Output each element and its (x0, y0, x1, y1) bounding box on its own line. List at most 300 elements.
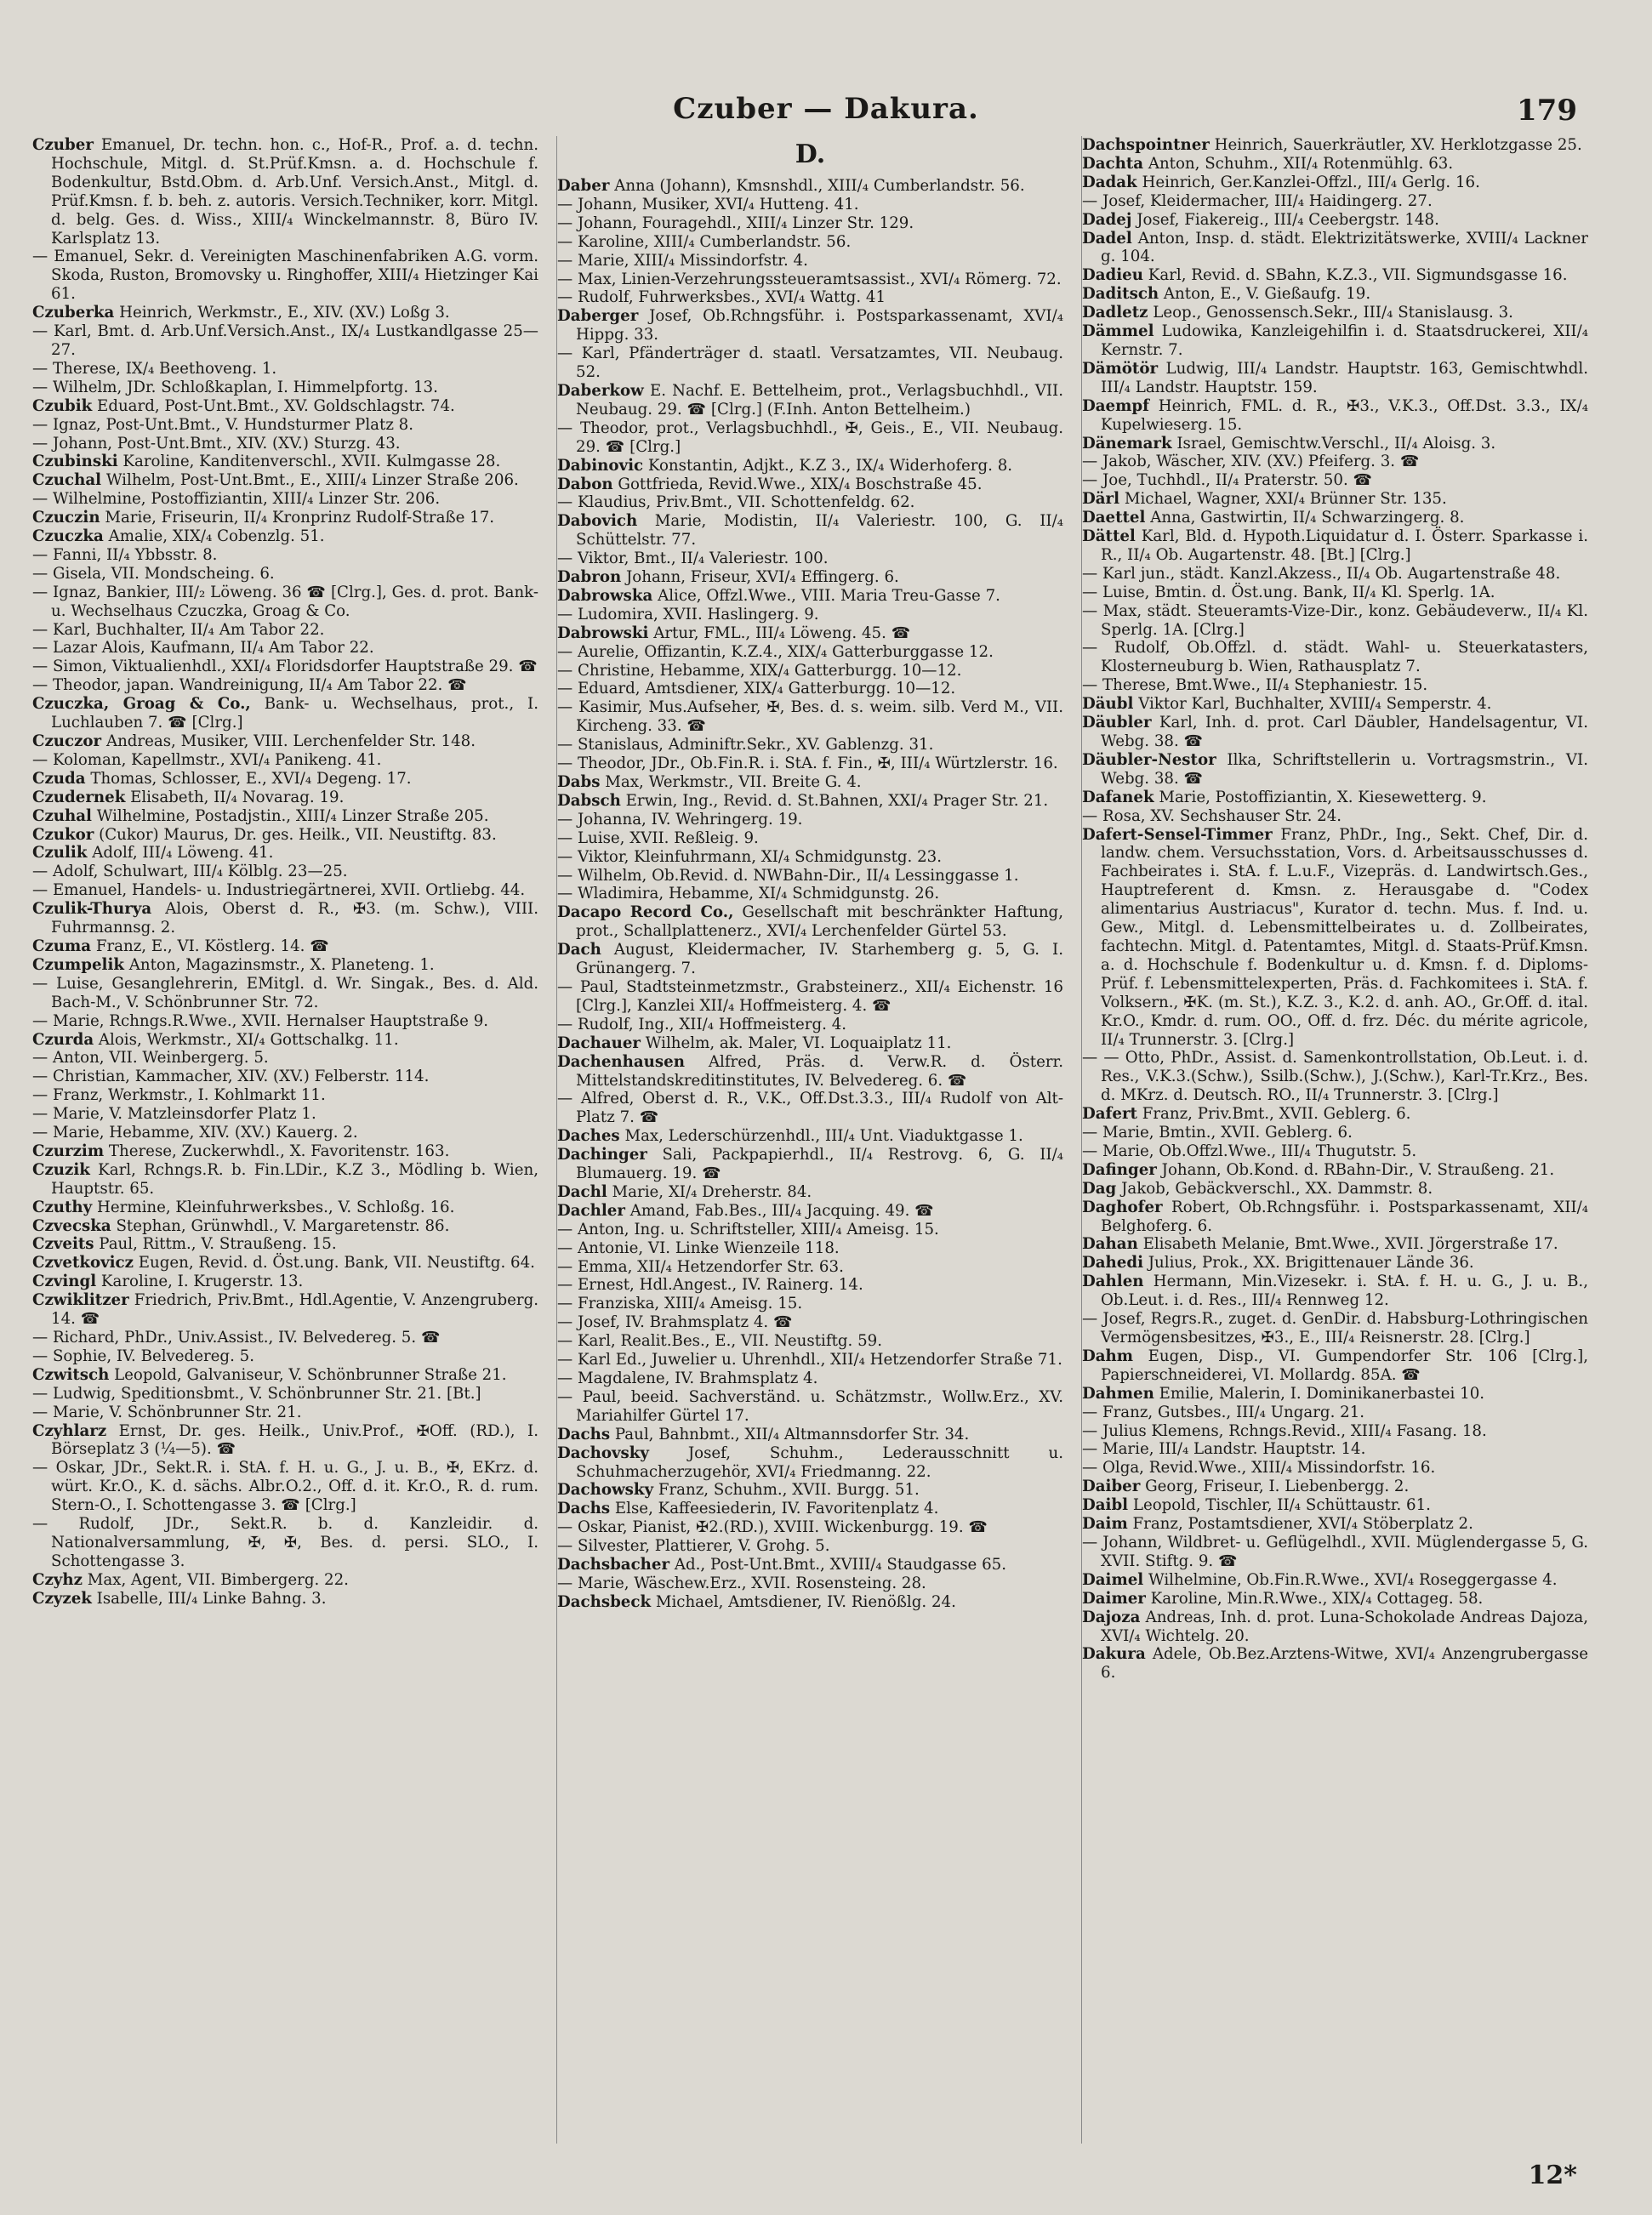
directory-entry (1082, 1404, 1588, 1422)
entry-surname: Dabs (557, 773, 601, 791)
entry-details: Jakob, Gebäckverschl., XX. Dammstr. 8. (1116, 1179, 1433, 1198)
entry-surname: Czulik-Thurya (32, 900, 152, 919)
entry-surname: Dadletz (1082, 304, 1148, 322)
entry-surname: Dachler (557, 1201, 625, 1220)
directory-entry (557, 1034, 1063, 1053)
entry-details: Wilhelm, ak. Maler, VI. Loquaiplatz 11. (641, 1033, 952, 1052)
directory-entry (557, 457, 1063, 475)
directory-entry (32, 1161, 538, 1199)
entry-surname: Daibl (1082, 1496, 1129, 1515)
directory-entry (557, 214, 1063, 233)
directory-entry (557, 606, 1063, 624)
directory-entry (32, 1105, 538, 1124)
entry-surname: Dahedi (1082, 1254, 1143, 1273)
entry-surname: Czuczin (32, 509, 100, 527)
entry-details: — Christine, Hebamme, XIX/₄ Gatterburgg. 10—12. (557, 661, 962, 680)
entry-details: Franz, Postamtsdiener, XVI/₄ Stöberplatz 2. (1127, 1515, 1473, 1534)
entry-surname: Dafanek (1082, 788, 1154, 806)
entry-details: — Klaudius, Priv.Bmt., VII. Schottenfeldg. 62. (557, 493, 915, 512)
entry-surname: Czvetkovicz (32, 1254, 134, 1273)
directory-entry (557, 662, 1063, 680)
entry-details: — Therese, Bmt.Wwe., II/₄ Stephaniestr. 15. (1082, 676, 1428, 695)
entry-details: Paul, Rittm., V. Straußeng. 15. (94, 1235, 337, 1254)
entry-surname: Czurzim (32, 1142, 105, 1160)
directory-entry (1082, 509, 1588, 527)
directory-entry (32, 136, 538, 248)
directory-entry (32, 807, 538, 826)
directory-entry (557, 233, 1063, 252)
entry-details: Franz, PhDr., Ing., Sekt. Chef, Dir. d. landw. chem. Versuchsstation, Vors. d. Arbeitsausschusses d. Fachbeirates i. StA. f. L.u.F., Vizepräs. d. Landwirtsch.Ges., Hauptreferent d. Kmsn. z. Herausgabe d. "Codex alimentarius Austriacus", Kurator d. techn. Mus. f. Ind. u. Gew., Mitgl. d. Lebensmittelbeirates u. d. Zollbeirates, fachtechn. Mitgl. d. Patentamtes, Mitgl. d. Staats-Prüf.Kmsn. a. d. Hochschule f. Bodenkultur u. d. Kmsn. f. d. Diploms-Prüf. f. Lebensmittelexperten, Präs. d. Fachkomitees i. StA. f. Volksern., ✠K. (m. St.), K.Z. 3., K.2. d. anh. AO., Gr.Off. d. ital. Kr.O., Kmdr. d. rum. OO., Off. d. frz. Déc. du mérite agricole, II/₄ Trunnerstr. 3. [Clrg.] (1101, 825, 1588, 1049)
entry-details: — Franziska, XIII/₄ Ameisg. 15. (557, 1295, 803, 1313)
entry-surname: Czubik (32, 396, 93, 415)
directory-entry (557, 270, 1063, 289)
directory-entry (32, 1068, 538, 1086)
entry-details: — Johann, Fouragehdl., XIII/₄ Linzer Str. 129. (557, 214, 914, 232)
directory-entry (32, 1347, 538, 1366)
entry-details: Sali, Packpapierhdl., II/₄ Restrovg. 6, G. II/₄ Blumauerg. 19. ☎ (576, 1146, 1063, 1183)
entry-surname: Dabinovic (557, 456, 644, 475)
entry-details: — Rudolf, Fuhrwerksbes., XVI/₄ Wattg. 41 (557, 288, 886, 307)
directory-entry (1082, 471, 1588, 490)
directory-entry (32, 416, 538, 435)
directory-entry (32, 1422, 538, 1460)
directory-entry (32, 1031, 538, 1050)
directory-entry (557, 344, 1063, 382)
entry-surname: Dadej (1082, 210, 1132, 229)
entry-details: — Ludwig, Speditionsbmt., V. Schönbrunner Str. 21. [Bt.] (32, 1384, 481, 1403)
entry-surname: Dadel (1082, 229, 1132, 248)
entry-details: Karoline, I. Krugerstr. 13. (96, 1273, 304, 1291)
entry-details: — Karl jun., städt. Kanzl.Akzess., II/₄ Ob. Augartenstraße 48. (1082, 564, 1561, 583)
page-number: 179 (1517, 94, 1577, 128)
column-divider (1081, 136, 1082, 2144)
directory-entry (557, 773, 1063, 792)
directory-entry (32, 826, 538, 845)
directory-entry (1082, 1478, 1588, 1496)
directory-entry (1082, 1459, 1588, 1478)
entry-details: Leopold, Tischler, II/₄ Schüttaustr. 61. (1128, 1496, 1431, 1515)
entry-details: — Adolf, Schulwart, III/₄ Kölblg. 23—25. (32, 863, 348, 881)
entry-surname: Daditsch (1082, 285, 1159, 304)
entry-details: Karl, Rchngs.R. b. Fin.LDir., K.Z 3., Mödling b. Wien, Hauptstr. 65. (51, 1160, 538, 1198)
directory-entry (32, 1086, 538, 1105)
entry-surname: Czuczka, Groag & Co., (32, 695, 251, 714)
entry-surname: Dahan (1082, 1235, 1138, 1254)
directory-entry (557, 1239, 1063, 1258)
entry-details: Therese, Zuckerwhdl., X. Favoritenstr. 163. (104, 1142, 450, 1160)
entry-surname: Czubinski (32, 453, 118, 471)
entry-details: — Marie, Ob.Offzl.Wwe., III/₄ Thugutstr. 5. (1082, 1142, 1417, 1160)
entry-details: — Luise, Bmtin. d. Öst.ung. Bank, II/₄ Kl. Sperlg. 1A. (1082, 583, 1495, 601)
entry-details: — Emanuel, Handels- u. Industriegärtnerei, XVII. Ortliebg. 44. (32, 881, 526, 900)
directory-entry (557, 493, 1063, 512)
directory-entry (32, 1142, 538, 1161)
entry-details: — Marie, Bmtin., XVII. Geblerg. 6. (1082, 1124, 1353, 1142)
entry-details: — Oskar, Pianist, ✠2.(RD.), XVIII. Wickenburgg. 19. ☎ (557, 1518, 988, 1537)
directory-entry (557, 792, 1063, 811)
entry-surname: Däubler (1082, 714, 1152, 732)
entry-details: Heinrich, FML. d. R., ✠3., V.K.3., Off.Dst. 3.3., IX/₄ Kupelwieserg. 15. (1101, 396, 1588, 434)
entry-details: — Franz, Gutsbes., III/₄ Ungarg. 21. (1082, 1403, 1365, 1421)
entry-details: Ludowika, Kanzleigehilfin i. d. Staatsdruckerei, XII/₄ Kernstr. 7. (1101, 322, 1588, 359)
directory-entry (557, 1556, 1063, 1574)
entry-surname: Däubler-Nestor (1082, 750, 1216, 769)
entry-details: Alois, Oberst d. R., ✠3. (m. Schw.), VIII. Fuhrmannsg. 2. (51, 900, 538, 937)
signature-mark: 12* (1528, 2161, 1577, 2190)
entry-surname: Czuhal (32, 806, 92, 825)
directory-entry (32, 397, 538, 416)
directory-entry (32, 1235, 538, 1254)
entry-details: Heinrich, Ger.Kanzlei-Offzl., III/₄ Gerlg. 16. (1136, 173, 1480, 191)
entry-surname: Dadieu (1082, 266, 1143, 285)
directory-entry (32, 1273, 538, 1291)
entry-details: — Wilhelmine, Postoffiziantin, XIII/₄ Linzer Str. 206. (32, 490, 441, 509)
directory-entry (1082, 1105, 1588, 1124)
entry-surname: Dämötör (1082, 359, 1159, 378)
directory-entry (557, 252, 1063, 270)
entry-details: Anton, Insp. d. städt. Elektrizitätswerke, XVIII/₄ Lackner g. 104. (1101, 229, 1588, 266)
directory-entry (557, 549, 1063, 568)
entry-details: — Alfred, Oberst d. R., V.K., Off.Dst.3.3., III/₄ Rudolf von Alt-Platz 7. ☎ (557, 1090, 1063, 1127)
entry-details: Emilie, Malerin, I. Dominikanerbastei 10. (1154, 1384, 1485, 1403)
directory-entry (32, 471, 538, 490)
directory-entry (557, 1388, 1063, 1426)
entry-details: — Julius Klemens, Rchngs.Revid., XIII/₄ Fasang. 18. (1082, 1421, 1487, 1440)
entry-details: — Johann, Post-Unt.Bmt., XIV. (XV.) Sturzg. 43. (32, 434, 401, 453)
directory-entry (32, 844, 538, 863)
column-3 (1082, 136, 1588, 2152)
entry-surname: Czudernek (32, 788, 126, 806)
directory-entry (32, 695, 538, 732)
directory-entry (32, 770, 538, 789)
entry-surname: Czyhlarz (32, 1421, 107, 1440)
directory-entry (32, 546, 538, 565)
directory-entry (557, 680, 1063, 698)
entry-surname: Czveits (32, 1235, 94, 1254)
entry-details: Israel, Gemischtw.Verschl., II/₄ Aloisg. 3. (1171, 434, 1496, 453)
entry-surname: Dachowsky (557, 1481, 654, 1500)
entry-surname: Dabron (557, 568, 622, 587)
entry-surname: Dänemark (1082, 434, 1172, 453)
entry-details: Wilhelmine, Ob.Fin.R.Wwe., XVI/₄ Roseggergasse 4. (1143, 1570, 1558, 1589)
directory-entry (557, 1481, 1063, 1500)
entry-surname: Czuthy (32, 1198, 93, 1216)
directory-entry (557, 978, 1063, 1016)
directory-entry (32, 1124, 538, 1142)
entry-details: — Wilhelm, JDr. Schloßkaplan, I. Himmelpfortg. 13. (32, 378, 438, 396)
entry-details: — Oskar, JDr., Sekt.R. i. StA. f. H. u. G., J. u. B., ✠, EKrz. d. würt. Kr.O., K. d. sächs. Albr.O.2., Off. d. it. Kr.O., R. d. rum. Stern-O., I. Schottengasse 3. ☎ [Clrg.] (32, 1459, 538, 1515)
entry-details: Alois, Werkmstr., XI/₄ Gottschalkg. 11. (94, 1030, 399, 1049)
directory-entry (557, 1444, 1063, 1482)
directory-entry (1082, 1534, 1588, 1571)
directory-entry (1082, 174, 1588, 192)
directory-entry (557, 177, 1063, 196)
entry-surname: Dachsbeck (557, 1592, 652, 1611)
directory-entry (1082, 1385, 1588, 1404)
directory-entry (32, 379, 538, 397)
entry-surname: Czvecska (32, 1216, 111, 1235)
entry-details: Franz, Schuhm., XVII. Burgg. 51. (653, 1481, 920, 1500)
directory-entry (1082, 1180, 1588, 1199)
entry-details: Erwin, Ing., Revid. d. St.Bahnen, XXI/₄ Prager Str. 21. (620, 791, 1049, 810)
directory-entry (1082, 826, 1588, 1050)
entry-details: Leopold, Galvaniseur, V. Schönbrunner Straße 21. (109, 1365, 507, 1384)
directory-entry (32, 248, 538, 304)
directory-entry (557, 624, 1063, 643)
entry-details: Marie, Postoffiziantin, X. Kiesewetterg. 9. (1154, 788, 1487, 806)
entry-details: — Richard, PhDr., Univ.Assist., IV. Belvedereg. 5. ☎ (32, 1329, 441, 1347)
directory-entry (557, 1090, 1063, 1127)
entry-details: Amalie, XIX/₄ Cobenzlg. 51. (103, 527, 325, 546)
directory-entry (32, 1291, 538, 1329)
entry-details: Marie, Friseurin, II/₄ Kronprinz Rudolf-Straße 17. (100, 509, 495, 527)
directory-entry (1082, 1124, 1588, 1142)
entry-details: Julius, Prok., XX. Brigittenauer Lände 36. (1142, 1254, 1474, 1273)
entry-details: (Cukor) Maurus, Dr. ges. Heilk., VII. Neustiftg. 83. (94, 825, 497, 844)
entry-surname: Dachs (557, 1425, 611, 1443)
directory-entry (32, 1385, 538, 1404)
directory-entry (1082, 192, 1588, 211)
entry-surname: Daberger (557, 307, 639, 326)
entry-surname: Daches (557, 1127, 620, 1146)
entry-details: Josef, Schuhm., Lederausschnitt u. Schuhmacherzugehör, XVI/₄ Friedmanng. 22. (576, 1443, 1063, 1481)
directory-entry (32, 453, 538, 471)
directory-entry (557, 1183, 1063, 1202)
entry-details: Leop., Genossensch.Sekr., III/₄ Stanislausg. 3. (1148, 304, 1513, 322)
entry-details: — Rudolf, JDr., Sekt.R. b. d. Kanzleidir. d. Nationalversammlung, ✠, ✠, Bes. d. persi. SLO., I. Schottengasse 3. (32, 1515, 538, 1570)
entry-details: Josef, Ob.Rchngsführ. i. Postsparkassenamt, XVI/₄ Hippg. 33. (576, 307, 1063, 344)
entry-details: Johann, Ob.Kond. d. RBahn-Dir., V. Straußeng. 21. (1156, 1160, 1555, 1179)
directory-entry (1082, 602, 1588, 640)
entry-details: — Josef, Regrs.R., zuget. d. GenDir. d. Habsburg-Lothringischen Vermögensbesitzes, ✠3., E., III/₄ Reisnerstr. 28. [Clrg.] (1082, 1310, 1588, 1347)
entry-details: — Anton, Ing. u. Schriftsteller, XIII/₄ Ameisg. 15. (557, 1220, 939, 1238)
entry-details: Hermann, Min.Vizesekr. i. StA. f. H. u. G., J. u. B., Ob.Leut. i. d. Res., III/₄ Rennweg 12. (1101, 1273, 1588, 1310)
entry-details: Hermine, Kleinfuhrwerksbes., V. Schloßg. 16. (92, 1198, 455, 1216)
entry-surname: Dajoza (1082, 1608, 1141, 1626)
directory-entry (32, 435, 538, 453)
directory-entry (1082, 807, 1588, 826)
directory-entry (557, 587, 1063, 606)
directory-entry (32, 658, 538, 676)
entry-surname: Czuda (32, 769, 86, 788)
entry-surname: Dättel (1082, 527, 1136, 546)
directory-entry (557, 1146, 1063, 1183)
directory-entry (1082, 1199, 1588, 1236)
entry-surname: Dafert-Sensel-Timmer (1082, 825, 1273, 844)
entry-details: — Josef, IV. Brahmsplatz 4. ☎ (557, 1313, 793, 1332)
entry-details: — Ignaz, Post-Unt.Bmt., V. Hundsturmer Platz 8. (32, 415, 414, 434)
directory-entry (557, 1537, 1063, 1556)
entry-details: Karl, Inh. d. prot. Carl Däubler, Handelsagentur, VI. Webg. 38. ☎ (1101, 714, 1588, 750)
entry-surname: Dabrowski (557, 624, 649, 642)
directory-entry (557, 829, 1063, 848)
directory-entry (32, 322, 538, 360)
directory-entry (1082, 285, 1588, 304)
entry-surname: Dachsbacher (557, 1556, 670, 1574)
entry-surname: Dachta (1082, 154, 1144, 173)
directory-entry (557, 1369, 1063, 1388)
entry-details: — Franz, Werkmstr., I. Kohlmarkt 11. (32, 1086, 326, 1105)
directory-entry (1082, 1235, 1588, 1254)
entry-details: — Marie, III/₄ Landstr. Hauptstr. 14. (1082, 1440, 1366, 1459)
entry-details: Anton, Schuhm., XII/₄ Rotenmühlg. 63. (1143, 154, 1454, 173)
entry-details: Thomas, Schlosser, E., XVI/₄ Degeng. 17. (85, 769, 412, 788)
directory-entry (32, 527, 538, 546)
entry-surname: Czumpelik (32, 955, 124, 974)
entry-details: Friedrich, Priv.Bmt., Hdl.Agentie, V. Anzengruberg. 14. ☎ (51, 1291, 538, 1329)
entry-details: — Karoline, XIII/₄ Cumberlandstr. 56. (557, 232, 852, 251)
directory-entry (1082, 1254, 1588, 1273)
entry-surname: Dacapo Record Co., (557, 903, 734, 922)
directory-entry (557, 307, 1063, 344)
directory-entry (32, 1254, 538, 1273)
entry-details: — Paul, Stadtsteinmetzmstr., Grabsteinerz., XII/₄ Eichenstr. 16 [Clrg.], Kanzlei XII/₄ Hoffmeisterg. 4. ☎ (557, 977, 1063, 1015)
entry-details: — Ernest, Hdl.Angest., IV. Rainerg. 14. (557, 1276, 863, 1295)
entry-details: — Ludomira, XVII. Haslingerg. 9. (557, 605, 819, 624)
entry-details: Konstantin, Adjkt., K.Z 3., IX/₄ Widerhoferg. 8. (643, 456, 1013, 475)
entry-details: — Silvester, Plattierer, V. Grohg. 5. (557, 1537, 830, 1556)
directory-entry (1082, 1571, 1588, 1590)
entry-details: — Marie, V. Schönbrunner Str. 21. (32, 1403, 302, 1421)
entry-surname: Czuczor (32, 732, 102, 750)
directory-entry (32, 1049, 538, 1068)
entry-surname: Daim (1082, 1515, 1128, 1534)
entry-surname: Dachenhausen (557, 1052, 685, 1071)
entry-details: Michael, Wagner, XXI/₄ Brünner Str. 135. (1119, 490, 1447, 509)
directory-entry (32, 1329, 538, 1347)
directory-entry (1082, 1273, 1588, 1310)
entry-surname: Czuber (32, 136, 94, 154)
entry-details: — Wilhelm, Ob.Revid. d. NWBahn-Dir., II/₄ Lessinggasse 1. (557, 866, 1019, 885)
entry-details: — Josef, Kleidermacher, III/₄ Haidingerg. 27. (1082, 191, 1433, 210)
entry-details: Ludwig, III/₄ Landstr. Hauptstr. 163, Gemischtwhdl. III/₄ Landstr. Hauptstr. 159. (1101, 359, 1588, 396)
directory-entry (557, 1127, 1063, 1146)
directory-entry (557, 903, 1063, 941)
directory-entry (32, 621, 538, 640)
page-header (0, 92, 1652, 143)
directory-entry (557, 1053, 1063, 1090)
directory-entry (1082, 565, 1588, 584)
entry-details: — Olga, Revid.Wwe., XIII/₄ Missindorfstr. 16. (1082, 1459, 1436, 1478)
entry-surname: Daiber (1082, 1478, 1141, 1496)
entry-surname: Dachauer (557, 1033, 641, 1052)
directory-entry (557, 1276, 1063, 1295)
directory-entry (1082, 1142, 1588, 1161)
entry-details: — Magdalene, IV. Brahmsplatz 4. (557, 1369, 818, 1387)
directory-entry (32, 304, 538, 322)
entry-details: — Wladimira, Hebamme, XI/₄ Schmidgunstg. 26. (557, 885, 940, 903)
entry-details: — Karl, Pfänderträger d. staatl. Versatzamtes, VII. Neubaug. 52. (557, 344, 1063, 382)
running-head: Czuber — Dakura. (673, 92, 979, 126)
directory-entry (557, 643, 1063, 662)
directory-entry (32, 1199, 538, 1217)
directory-entry (1082, 136, 1588, 155)
entry-details: — Marie, V. Matzleinsdorfer Platz 1. (32, 1105, 316, 1124)
directory-entry (1082, 360, 1588, 397)
entry-details: — Anton, VII. Weinbergerg. 5. (32, 1049, 269, 1068)
entry-surname: Dachinger (557, 1146, 647, 1164)
directory-entry (1082, 676, 1588, 695)
entry-details: — Therese, IX/₄ Beethoveng. 1. (32, 359, 277, 378)
entry-details: Max, Werkmstr., VII. Breite G. 4. (600, 773, 862, 791)
directory-entry (1082, 639, 1588, 676)
entry-surname: Dafert (1082, 1105, 1137, 1124)
entry-details: Michael, Amtsdiener, IV. Rienößlg. 24. (651, 1592, 956, 1611)
entry-surname: Czuberka (32, 304, 115, 322)
directory-entry (1082, 397, 1588, 435)
directory-entry (32, 975, 538, 1012)
directory-entry (32, 676, 538, 695)
entry-details: — Rosa, XV. Sechshauser Str. 24. (1082, 806, 1342, 825)
directory-entry (1082, 1422, 1588, 1441)
directory-entry (1082, 490, 1588, 509)
directory-entry (32, 937, 538, 956)
entry-details: — Antonie, VI. Linke Wienzeile 118. (557, 1238, 840, 1257)
entry-details: Max, Lederschürzenhdl., III/₄ Unt. Viaduktgasse 1. (619, 1127, 1023, 1146)
directory-entry (1082, 304, 1588, 322)
entry-details: — Luise, XVII. Reßleig. 9. (557, 828, 759, 847)
directory-entry (32, 732, 538, 751)
directory-entry (1082, 1590, 1588, 1609)
entry-surname: Dabsch (557, 791, 621, 810)
entry-details: — Eduard, Amtsdiener, XIX/₄ Gatterburgg. 10—12. (557, 680, 956, 698)
entry-surname: Czulik (32, 844, 88, 863)
directory-entry (32, 490, 538, 509)
directory-entry (1082, 527, 1588, 565)
entry-surname: Dachspointner (1082, 136, 1210, 154)
entry-details: Andreas, Inh. d. prot. Luna-Schokolade Andreas Dajoza, XVI/₄ Wichtelg. 20. (1101, 1608, 1588, 1645)
entry-surname: Dabovich (557, 512, 638, 531)
entry-surname: Därl (1082, 490, 1120, 509)
directory-entry (1082, 155, 1588, 174)
entry-details: Alfred, Präs. d. Verw.R. d. Österr. Mittelstandskreditinstitutes, IV. Belvedereg. 6. ☎ (576, 1052, 1063, 1090)
directory-entry (557, 288, 1063, 307)
directory-entry (1082, 714, 1588, 751)
directory-entry (557, 848, 1063, 867)
entry-surname: Daghofer (1082, 1198, 1163, 1216)
directory-entry (32, 1590, 538, 1609)
entry-details: — Karl, Buchhalter, II/₄ Am Tabor 22. (32, 620, 325, 639)
entry-surname: Dachs (557, 1500, 611, 1518)
entry-surname: Däubl (1082, 695, 1134, 714)
entry-details: Josef, Fiakereig., III/₄ Ceebergstr. 148. (1131, 210, 1439, 229)
entry-details: — Karl, Bmt. d. Arb.Unf.Versich.Anst., IX/₄ Lustkandlgasse 25—27. (32, 322, 538, 359)
entry-surname: Czwitsch (32, 1365, 110, 1384)
directory-entry (32, 789, 538, 807)
directory-entry (32, 360, 538, 379)
directory-entry (1082, 1347, 1588, 1385)
entry-details: Eugen, Disp., VI. Gumpendorfer Str. 106 [Clrg.], Papierschneiderei, VI. Mollardg. 85A. ☎ (1101, 1347, 1588, 1384)
directory-entry (1082, 266, 1588, 285)
entry-details: Franz, E., VI. Köstlerg. 14. ☎ (91, 937, 329, 955)
entry-details: Alice, Offzl.Wwe., VIII. Maria Treu-Gasse 7. (652, 586, 1000, 605)
entry-details: — Johann, Musiker, XVI/₄ Hutteng. 41. (557, 195, 859, 214)
directory-entry (557, 475, 1063, 494)
directory-entry (557, 1426, 1063, 1444)
entry-details: — Karl Ed., Juwelier u. Uhrenhdl., XII/₄ Hetzendorfer Straße 71. (557, 1351, 1062, 1369)
entry-surname: Czyzek (32, 1589, 92, 1608)
entry-surname: Czurda (32, 1030, 94, 1049)
entry-details: Adolf, III/₄ Löweng. 41. (87, 844, 274, 863)
entry-details: — Paul, beeid. Sachverständ. u. Schätzmstr., Wollw.Erz., XV. Mariahilfer Gürtel 17. (557, 1387, 1063, 1425)
entry-details: — Theodor, japan. Wandreinigung, II/₄ Am Tabor 22. ☎ (32, 676, 467, 695)
entry-surname: Czuma (32, 937, 92, 955)
entry-details: — Marie, XIII/₄ Missindorfstr. 4. (557, 251, 808, 270)
directory-entry (1082, 1310, 1588, 1347)
directory-entry (1082, 322, 1588, 360)
entry-surname: Dahlen (1082, 1273, 1144, 1291)
entry-details: — Kasimir, Mus.Aufseher, ✠, Bes. d. s. weim. silb. Verd M., VII. Kircheng. 33. ☎ (557, 698, 1063, 736)
